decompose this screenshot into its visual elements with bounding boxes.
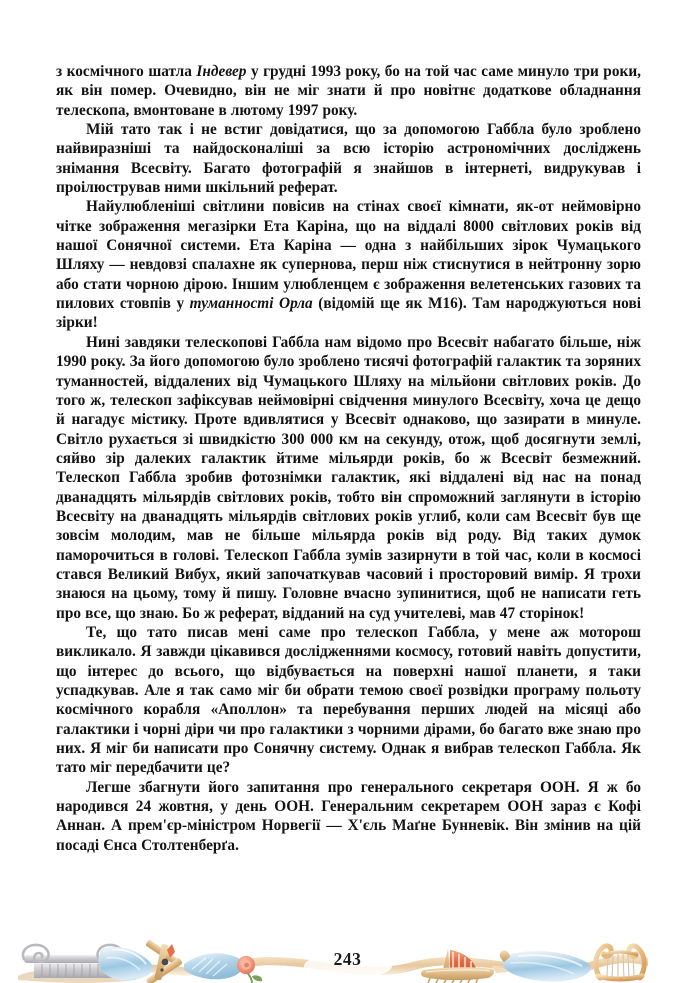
text-run: з космічного шатла [56,63,197,80]
paragraph-universe-known [56,333,641,623]
text-run: Те, що тато писав мені саме про телескоп Габбла, у мене аж моторош викликало. Я завжди цікавився дослідженнями космосу, готовий навіть допустити, що інтерес до всього, що відбувається на поверхні нашої планети, я таки успадкував. Але я так само міг би обрати темою своєї розвідки програму польоту космічного корабля «Аполлон» та перебування перших людей на місяці або галактики і чорні діри чи про галактики з чорними дірами, бо багато вже знаю про них. Я міг би написати про Сонячну систему. Однак я вибрав телескоп Габбла. Як тато міг передбачити це? [56,623,641,777]
paragraph-un-secretary [56,778,641,855]
text-run: у грудні 1993 року, бо на той час саме минуло три роки, як він помер. Очевидно, він не міг знати й про новітнє додаткове обладнання телескопа, вмонтоване в лютому 1997 року. [56,63,641,119]
paragraph-dad-wrote [56,623,641,778]
text-run: (відомій ще як М16). Там народжуються нові зірки! [56,295,642,332]
text-run: Мій тато так і не встиг довідатися, що за допомогою Габбла було зроблено найвиразніші та найдосконаліші за всю історію астрономічних досліджень знімання Всесвіту. Багато фотографій я знайшов в інтернеті, видрукував і проілюстрував ними шкільний реферат. [56,121,641,197]
italic-term-endeavour: Індевер [196,63,247,80]
paragraph-eta-carinae [56,197,641,332]
paragraph-continued [56,62,641,120]
text-run: Нині завдяки телескопові Габбла нам відомо про Всесвіт набагато більше, ніж 1990 року. За його допомогою було зроблено тисячі фотографій галактик та зоряних туманностей, віддалених від Чумацького Шляху на мільйони світлових років. До того ж, телескоп зафіксував неймовірні свідчення минулого Всесвіту, хоча це дещо й нагадує містику. Проте вдивлятися у Всесвіт однаково, що зазирати в минуле. Світло рухається зі швидкістю 300 000 км на секунду, отож, щоб досягнути землі, сяйво зір далеких галактик йтиме мільярди років, бо ж Всесвіт безмежний. Телескоп Габбла зробив фотознімки галактик, які віддалені від нас на понад дванадцять мільярдів світлових років, тобто він спроможний заглянути в історію Всесвіту на дванадцять мільярдів світлових років углиб, коли сам Всесвіт був ще зовсім молодим, мав не більше мільярда років від роду. Від таких думок паморочиться в голові. Телескоп Габбла зумів зазирнути в той час, коли в космосі стався Великий Вибух, який започаткував часовий і просторовий вимір. Я трохи знаюся на цьому, тому й пишу. Головне вчасно зупинитися, щоб не написати геть про все, що знаю. Бо ж реферат, відданий на суд учителеві, мав 47 сторінок! [56,333,641,622]
text-run: Найулюбленіші світлини повісив на стінах своєї кімнати, як-от неймовірно чітке зображення мегазірки Ета Каріна, що на віддалі 8000 світлових років від нашої Сонячної системи. Ета Каріна — одна з найбільших зірок Чумацького Шляху — невдовзі спалахне як супернова, перш ніж стиснутися в нейтронну зорю або стати чорною дірою. Іншим улюбленцем є зображення велетенських газових та пилових стовпів у [56,198,641,313]
page-number: 243 [333,949,362,969]
text-run: Легше збагнути його запитання про генерального секретаря ООН. Я ж бо народився 24 жовтня, у день ООН. Генеральним секретарем ООН зараз є Кофі Аннан. А прем'єр-міністром Норвегії — Х'єль Маґне Бунневік. Він змінив на цій посаді Єнса Столтенберґа. [56,778,641,854]
body-text-column [56,62,641,855]
italic-term-eagle-nebula: туманності Орла [189,295,313,313]
paragraph-hubble-photos [56,120,641,197]
